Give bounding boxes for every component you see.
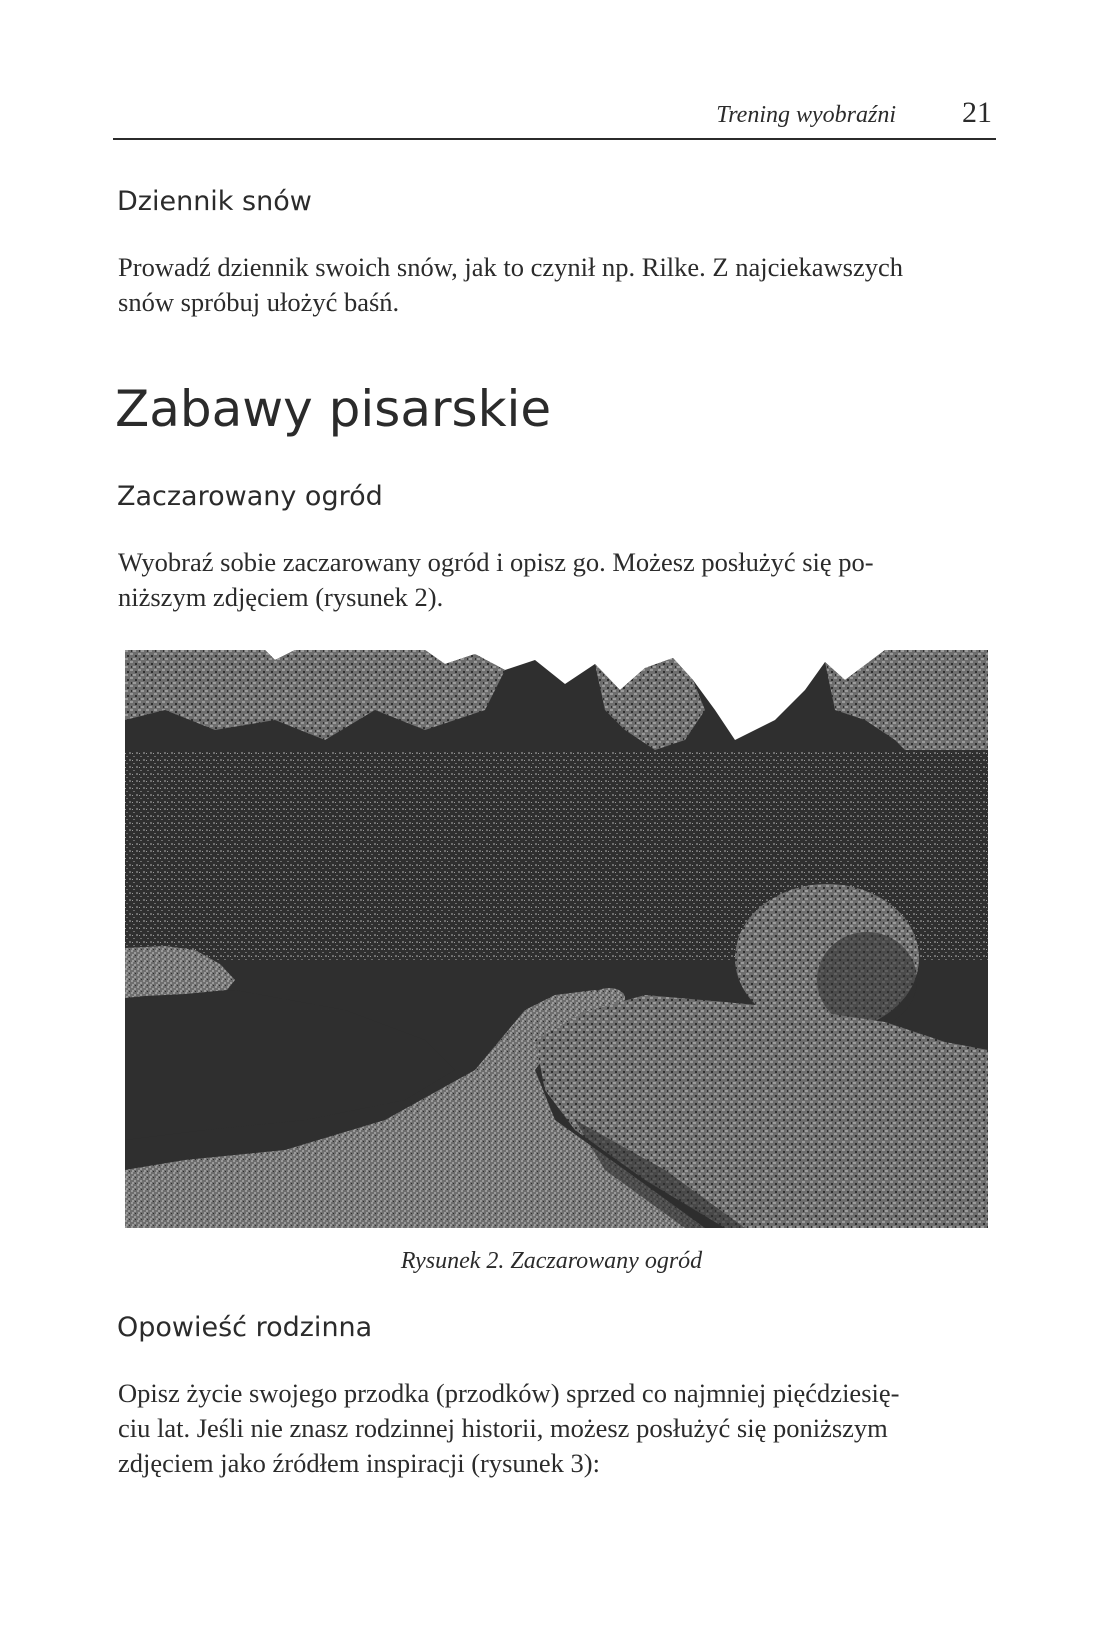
paragraph-line: Wyobraź sobie zaczarowany ogród i opisz go. Możesz posłużyć się po- — [118, 547, 874, 577]
section-heading-family-story: Opowieść rodzinna — [117, 1312, 373, 1343]
paragraph-family-story — [118, 1376, 998, 1481]
paragraph-line: Opisz życie swojego przodka (przodków) sprzed co najmniej pięćdziesię- — [118, 1378, 900, 1408]
chapter-heading: Zabawy pisarskie — [115, 380, 552, 438]
section-heading-dream-journal: Dziennik snów — [117, 186, 312, 217]
running-header — [113, 94, 996, 140]
garden-photo-illustration — [125, 650, 988, 1228]
paragraph-line: snów spróbuj ułożyć baśń. — [118, 287, 400, 317]
paragraph-line: zdjęciem jako źródłem inspiracji (rysunek 3): — [118, 1448, 600, 1478]
section-heading-enchanted-garden: Zaczarowany ogród — [117, 481, 383, 512]
paragraph-line: ciu lat. Jeśli nie znasz rodzinnej historii, możesz posłużyć się poniższym — [118, 1413, 888, 1443]
paragraph-line: niższym zdjęciem (rysunek 2). — [118, 582, 444, 612]
shrub-shadow — [817, 932, 917, 1028]
garden-photo — [125, 650, 988, 1228]
figure-caption: Rysunek 2. Zaczarowany ogród — [400, 1248, 703, 1274]
running-title: Trening wyobraźni — [716, 102, 896, 128]
paragraph-dream-journal — [118, 250, 998, 320]
paragraph-enchanted-garden — [118, 545, 998, 615]
paragraph-line: Prowadź dziennik swoich snów, jak to czynił np. Rilke. Z najciekawszych — [118, 252, 903, 282]
page-number: 21 — [962, 96, 992, 129]
